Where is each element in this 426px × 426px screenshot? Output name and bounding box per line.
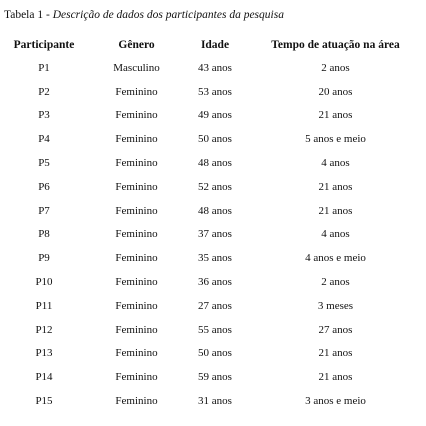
cell-participant: P4 xyxy=(38,133,50,146)
table-row xyxy=(0,270,426,294)
table-row xyxy=(0,56,426,80)
table-row xyxy=(0,318,426,342)
cell-time-in-area: 4 anos xyxy=(321,228,350,241)
cell-time-in-area: 21 anos xyxy=(318,347,353,360)
cell-gender: Feminino xyxy=(115,133,158,146)
cell-participant: P7 xyxy=(38,204,50,217)
table-header-row xyxy=(0,33,426,56)
cell-gender: Masculino xyxy=(113,61,160,74)
cell-age: 49 anos xyxy=(198,109,232,122)
table-row xyxy=(0,246,426,270)
table-body xyxy=(0,56,426,413)
cell-participant: P1 xyxy=(38,61,50,74)
cell-time-in-area: 3 anos e meio xyxy=(305,395,366,408)
cell-age: 48 anos xyxy=(198,204,232,217)
table-row xyxy=(0,127,426,151)
cell-gender: Feminino xyxy=(115,371,158,384)
table-row xyxy=(0,199,426,223)
table-row xyxy=(0,80,426,104)
cell-gender: Feminino xyxy=(115,109,158,122)
cell-age: 31 anos xyxy=(198,395,232,408)
cell-gender: Feminino xyxy=(115,157,158,170)
cell-gender: Feminino xyxy=(115,204,158,217)
cell-age: 50 anos xyxy=(198,133,232,146)
cell-gender: Feminino xyxy=(115,252,158,265)
cell-participant: P13 xyxy=(35,347,53,360)
cell-participant: P9 xyxy=(38,252,50,265)
header-age: Idade xyxy=(200,38,230,51)
header-time-in-area: Tempo de atuação na área xyxy=(271,38,400,51)
cell-age: 37 anos xyxy=(198,228,232,241)
cell-age: 53 anos xyxy=(198,85,232,98)
cell-participant: P11 xyxy=(35,299,53,312)
cell-time-in-area: 4 anos e meio xyxy=(305,252,366,265)
table-row xyxy=(0,151,426,175)
cell-time-in-area: 21 anos xyxy=(318,180,353,193)
caption-title: Descrição de dados dos participantes da pesquisa xyxy=(52,9,284,21)
cell-participant: P10 xyxy=(35,276,53,289)
cell-age: 50 anos xyxy=(198,347,232,360)
cell-gender: Feminino xyxy=(115,395,158,408)
cell-participant: P3 xyxy=(38,109,50,122)
cell-age: 55 anos xyxy=(198,323,232,336)
cell-participant: P2 xyxy=(38,85,50,98)
participants-table xyxy=(0,33,426,413)
cell-time-in-area: 21 anos xyxy=(318,204,353,217)
cell-time-in-area: 21 anos xyxy=(318,109,353,122)
table-row xyxy=(0,104,426,128)
cell-participant: P6 xyxy=(38,180,50,193)
cell-gender: Feminino xyxy=(115,276,158,289)
cell-age: 35 anos xyxy=(198,252,232,265)
cell-participant: P15 xyxy=(35,395,53,408)
cell-age: 52 anos xyxy=(198,180,232,193)
cell-time-in-area: 2 anos xyxy=(321,276,350,289)
cell-age: 36 anos xyxy=(198,276,232,289)
cell-gender: Feminino xyxy=(115,228,158,241)
cell-time-in-area: 20 anos xyxy=(318,85,353,98)
cell-time-in-area: 4 anos xyxy=(321,157,350,170)
cell-participant: P5 xyxy=(38,157,50,170)
cell-time-in-area: 5 anos e meio xyxy=(305,133,366,146)
cell-gender: Feminino xyxy=(115,347,158,360)
cell-participant: P8 xyxy=(38,228,50,241)
header-participant: Participante xyxy=(13,38,75,51)
cell-gender: Feminino xyxy=(115,85,158,98)
table-row xyxy=(0,294,426,318)
cell-participant: P14 xyxy=(35,371,53,384)
caption-prefix: Tabela 1 - xyxy=(4,9,53,21)
cell-gender: Feminino xyxy=(115,180,158,193)
cell-time-in-area: 2 anos xyxy=(321,61,350,74)
table-row xyxy=(0,223,426,247)
table-row xyxy=(0,389,426,413)
table-row xyxy=(0,365,426,389)
table-caption xyxy=(4,8,284,22)
cell-age: 59 anos xyxy=(198,371,232,384)
cell-gender: Feminino xyxy=(115,323,158,336)
cell-time-in-area: 3 meses xyxy=(317,299,354,312)
cell-age: 43 anos xyxy=(198,61,232,74)
cell-age: 27 anos xyxy=(198,299,232,312)
table-row xyxy=(0,175,426,199)
cell-participant: P12 xyxy=(35,323,53,336)
cell-time-in-area: 21 anos xyxy=(318,371,353,384)
cell-age: 48 anos xyxy=(198,157,232,170)
table-row xyxy=(0,342,426,366)
header-gender: Gênero xyxy=(118,38,155,51)
cell-gender: Feminino xyxy=(115,299,158,312)
cell-time-in-area: 27 anos xyxy=(318,323,353,336)
